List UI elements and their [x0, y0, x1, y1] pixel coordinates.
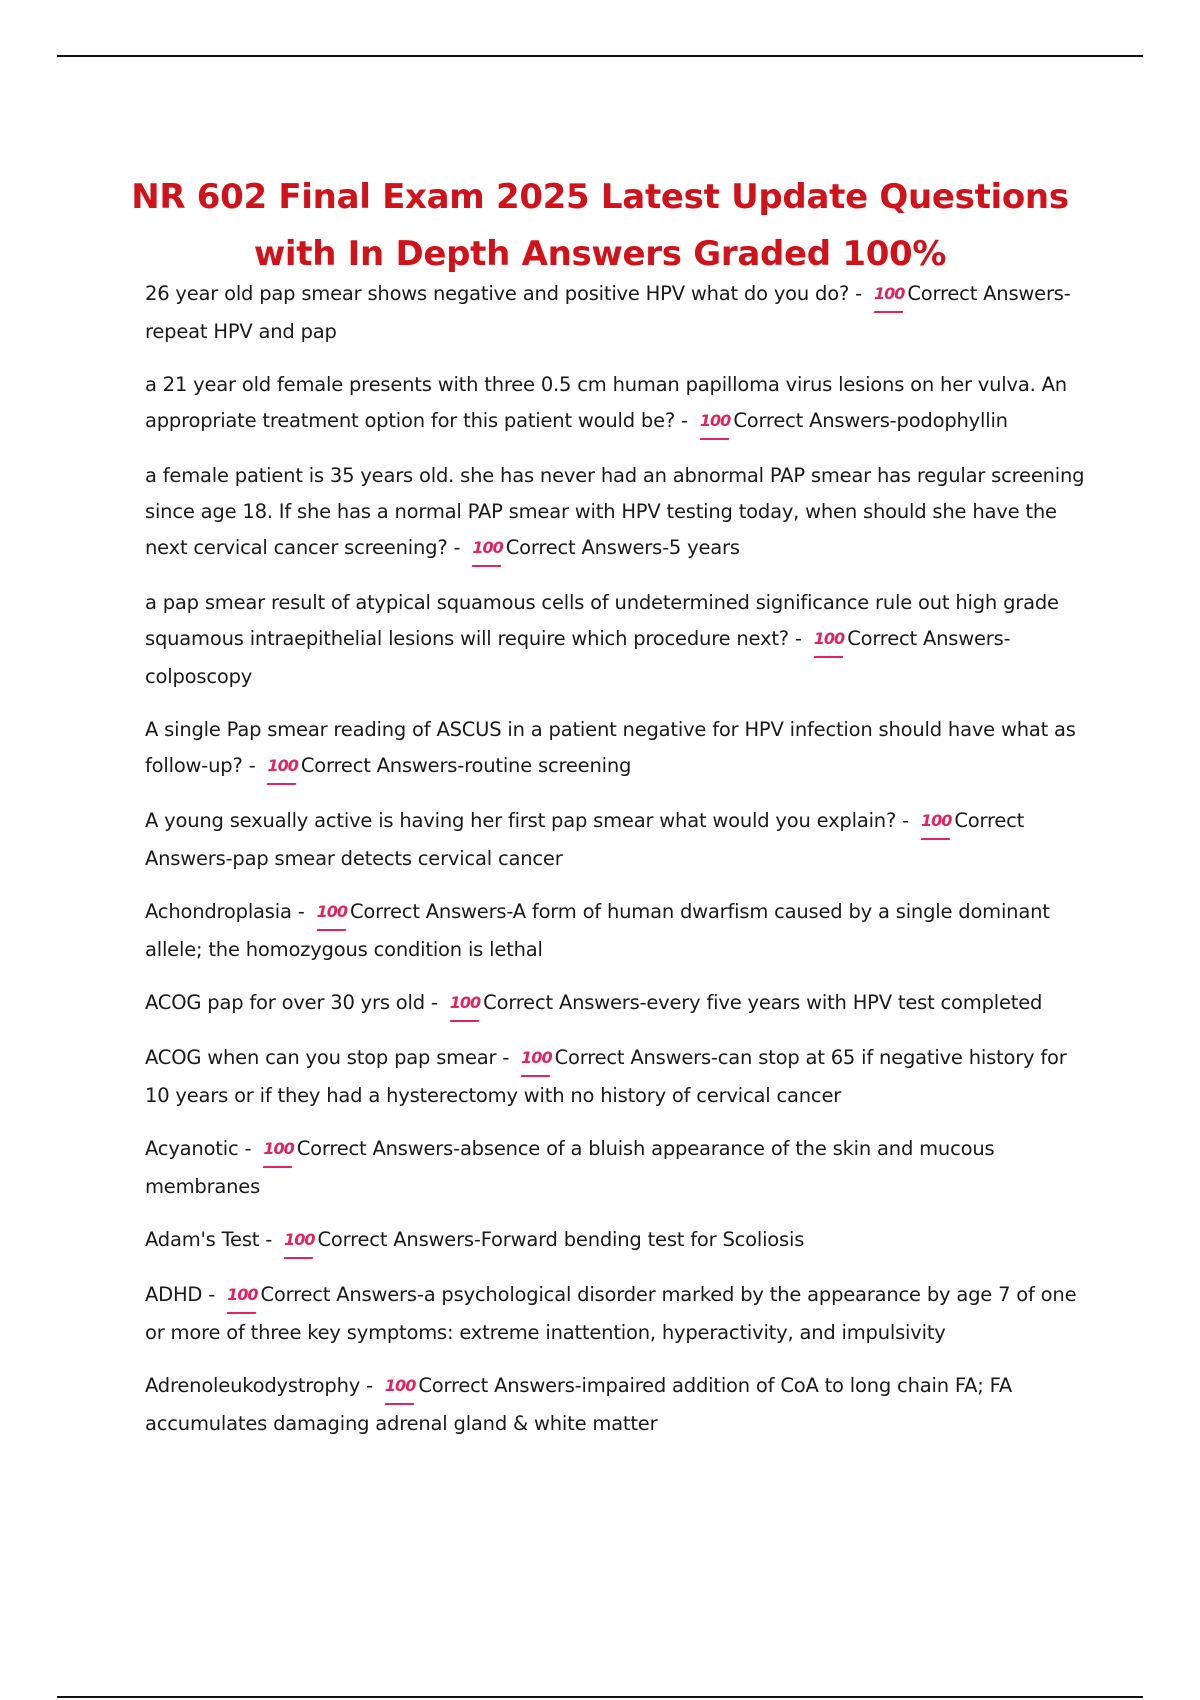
answer-prefix: Correct Answers-	[300, 754, 465, 777]
hundred-points-icon: 100	[450, 985, 480, 1023]
answer-prefix: Correct Answers-	[260, 1283, 424, 1306]
separator: -	[447, 536, 467, 559]
answer-text: routine screening	[464, 754, 632, 777]
qa-item	[145, 1131, 1090, 1205]
qa-item	[145, 1277, 1090, 1351]
page-title: NR 602 Final Exam 2025 Latest Update Questions with In Depth Answers Graded 100%	[131, 176, 1069, 274]
qa-item	[145, 1040, 1090, 1114]
bottom-rule	[57, 1696, 1143, 1698]
hundred-points-icon: 100	[284, 1222, 314, 1260]
separator: -	[360, 1374, 379, 1397]
qa-item	[145, 985, 1090, 1023]
hundred-points-icon: 100	[227, 1277, 257, 1315]
answer-prefix: Correct Answers-	[145, 809, 1025, 870]
answer-prefix: Correct Answers-	[505, 536, 669, 559]
top-rule	[57, 55, 1143, 57]
separator: -	[424, 991, 444, 1014]
question-text: ADHD	[145, 1283, 203, 1306]
hundred-points-icon: 100	[263, 1131, 293, 1169]
hundred-points-icon: 100	[921, 803, 951, 841]
separator: -	[496, 1046, 516, 1069]
qa-item	[145, 276, 1090, 350]
answer-text: can stop at 65 if negative history for 10 years or if they had a hysterectomy with no history of cervical cancer	[145, 1046, 1067, 1107]
qa-item	[145, 894, 1090, 968]
answer-text: impaired addition of CoA to long chain FA; FA accumulates damaging adrenal gland & white matter	[145, 1374, 1012, 1435]
question-text: Acyanotic	[145, 1137, 239, 1160]
question-text: A young sexually active is having her first pap smear what would you explain?	[145, 809, 897, 832]
qa-item	[145, 1222, 1090, 1260]
question-text: Adam's Test	[145, 1228, 260, 1251]
qa-item	[145, 803, 1090, 877]
separator: -	[202, 1283, 222, 1306]
hundred-points-icon: 100	[874, 276, 904, 314]
qa-list	[145, 276, 1090, 1459]
answer-text: pap smear detects cervical cancer	[232, 847, 563, 870]
answer-prefix: Correct Answers-	[483, 991, 647, 1014]
separator: -	[896, 809, 915, 832]
separator: -	[291, 900, 311, 923]
question-text: a female patient is 35 years old. she has never had an abnormal PAP smear has regular screening since age 18. If she has a normal PAP smear with HPV testing today, when should she have the next cervical cancer screening?	[145, 464, 1085, 559]
answer-prefix: Correct Answers-	[350, 900, 513, 923]
answer-text: 5 years	[668, 536, 740, 559]
qa-item	[145, 712, 1090, 786]
hundred-points-icon: 100	[267, 748, 297, 786]
question-text: Achondroplasia	[145, 900, 292, 923]
qa-item	[145, 458, 1090, 568]
answer-prefix: Correct Answers-	[554, 1046, 718, 1069]
hundred-points-icon: 100	[814, 621, 844, 659]
answer-prefix: Correct Answers-	[296, 1137, 460, 1160]
answer-prefix: Correct Answers-	[418, 1374, 582, 1397]
question-text: A single Pap smear reading of ASCUS in a patient negative for HPV infection should have what as follow-up?	[145, 718, 1076, 777]
qa-item	[145, 1368, 1090, 1442]
question-text: ACOG when can you stop pap smear	[145, 1046, 497, 1069]
hundred-points-icon: 100	[317, 894, 347, 932]
answer-text: colposcopy	[145, 665, 253, 688]
answer-prefix: Correct Answers-	[907, 282, 1071, 305]
qa-item	[145, 367, 1090, 441]
separator: -	[788, 627, 808, 650]
hundred-points-icon: 100	[700, 403, 730, 441]
qa-item	[145, 585, 1090, 695]
answer-text: repeat HPV and pap	[145, 320, 337, 343]
answer-prefix: Correct Answers-	[317, 1228, 481, 1251]
answer-prefix: Correct Answers-	[847, 627, 1011, 650]
answer-text: Forward bending test for Scoliosis	[480, 1228, 805, 1251]
question-text: 26 year old pap smear shows negative and positive HPV what do you do?	[145, 282, 850, 305]
answer-prefix: Correct Answers-	[733, 409, 897, 432]
separator: -	[675, 409, 694, 432]
separator: -	[242, 754, 262, 777]
hundred-points-icon: 100	[521, 1040, 551, 1078]
answer-text: a psychological disorder marked by the appearance by age 7 of one or more of three key symptoms: extreme inattention, hyperactivity, and impulsivity	[145, 1283, 1077, 1344]
question-text: a pap smear result of atypical squamous cells of undetermined significance rule out high grade squamous intraepithelial lesions will require which procedure next?	[145, 591, 1059, 650]
hundred-points-icon: 100	[385, 1368, 415, 1406]
separator: -	[849, 282, 868, 305]
question-text: Adrenoleukodystrophy	[145, 1374, 361, 1397]
answer-text: podophyllin	[896, 409, 1008, 432]
answer-text: A form of human dwarfism caused by a single dominant allele; the homozygous condition is lethal	[145, 900, 1050, 961]
question-text: ACOG pap for over 30 yrs old	[145, 991, 425, 1014]
separator: -	[238, 1137, 258, 1160]
separator: -	[259, 1228, 279, 1251]
hundred-points-icon: 100	[472, 530, 502, 568]
question-text: a 21 year old female presents with three 0.5 cm human papilloma virus lesions on her vulva. An appropriate treatment option for this patient would be?	[145, 373, 1067, 432]
answer-text: absence of a bluish appearance of the skin and mucous membranes	[145, 1137, 995, 1198]
answer-text: every five years with HPV test completed	[646, 991, 1043, 1014]
